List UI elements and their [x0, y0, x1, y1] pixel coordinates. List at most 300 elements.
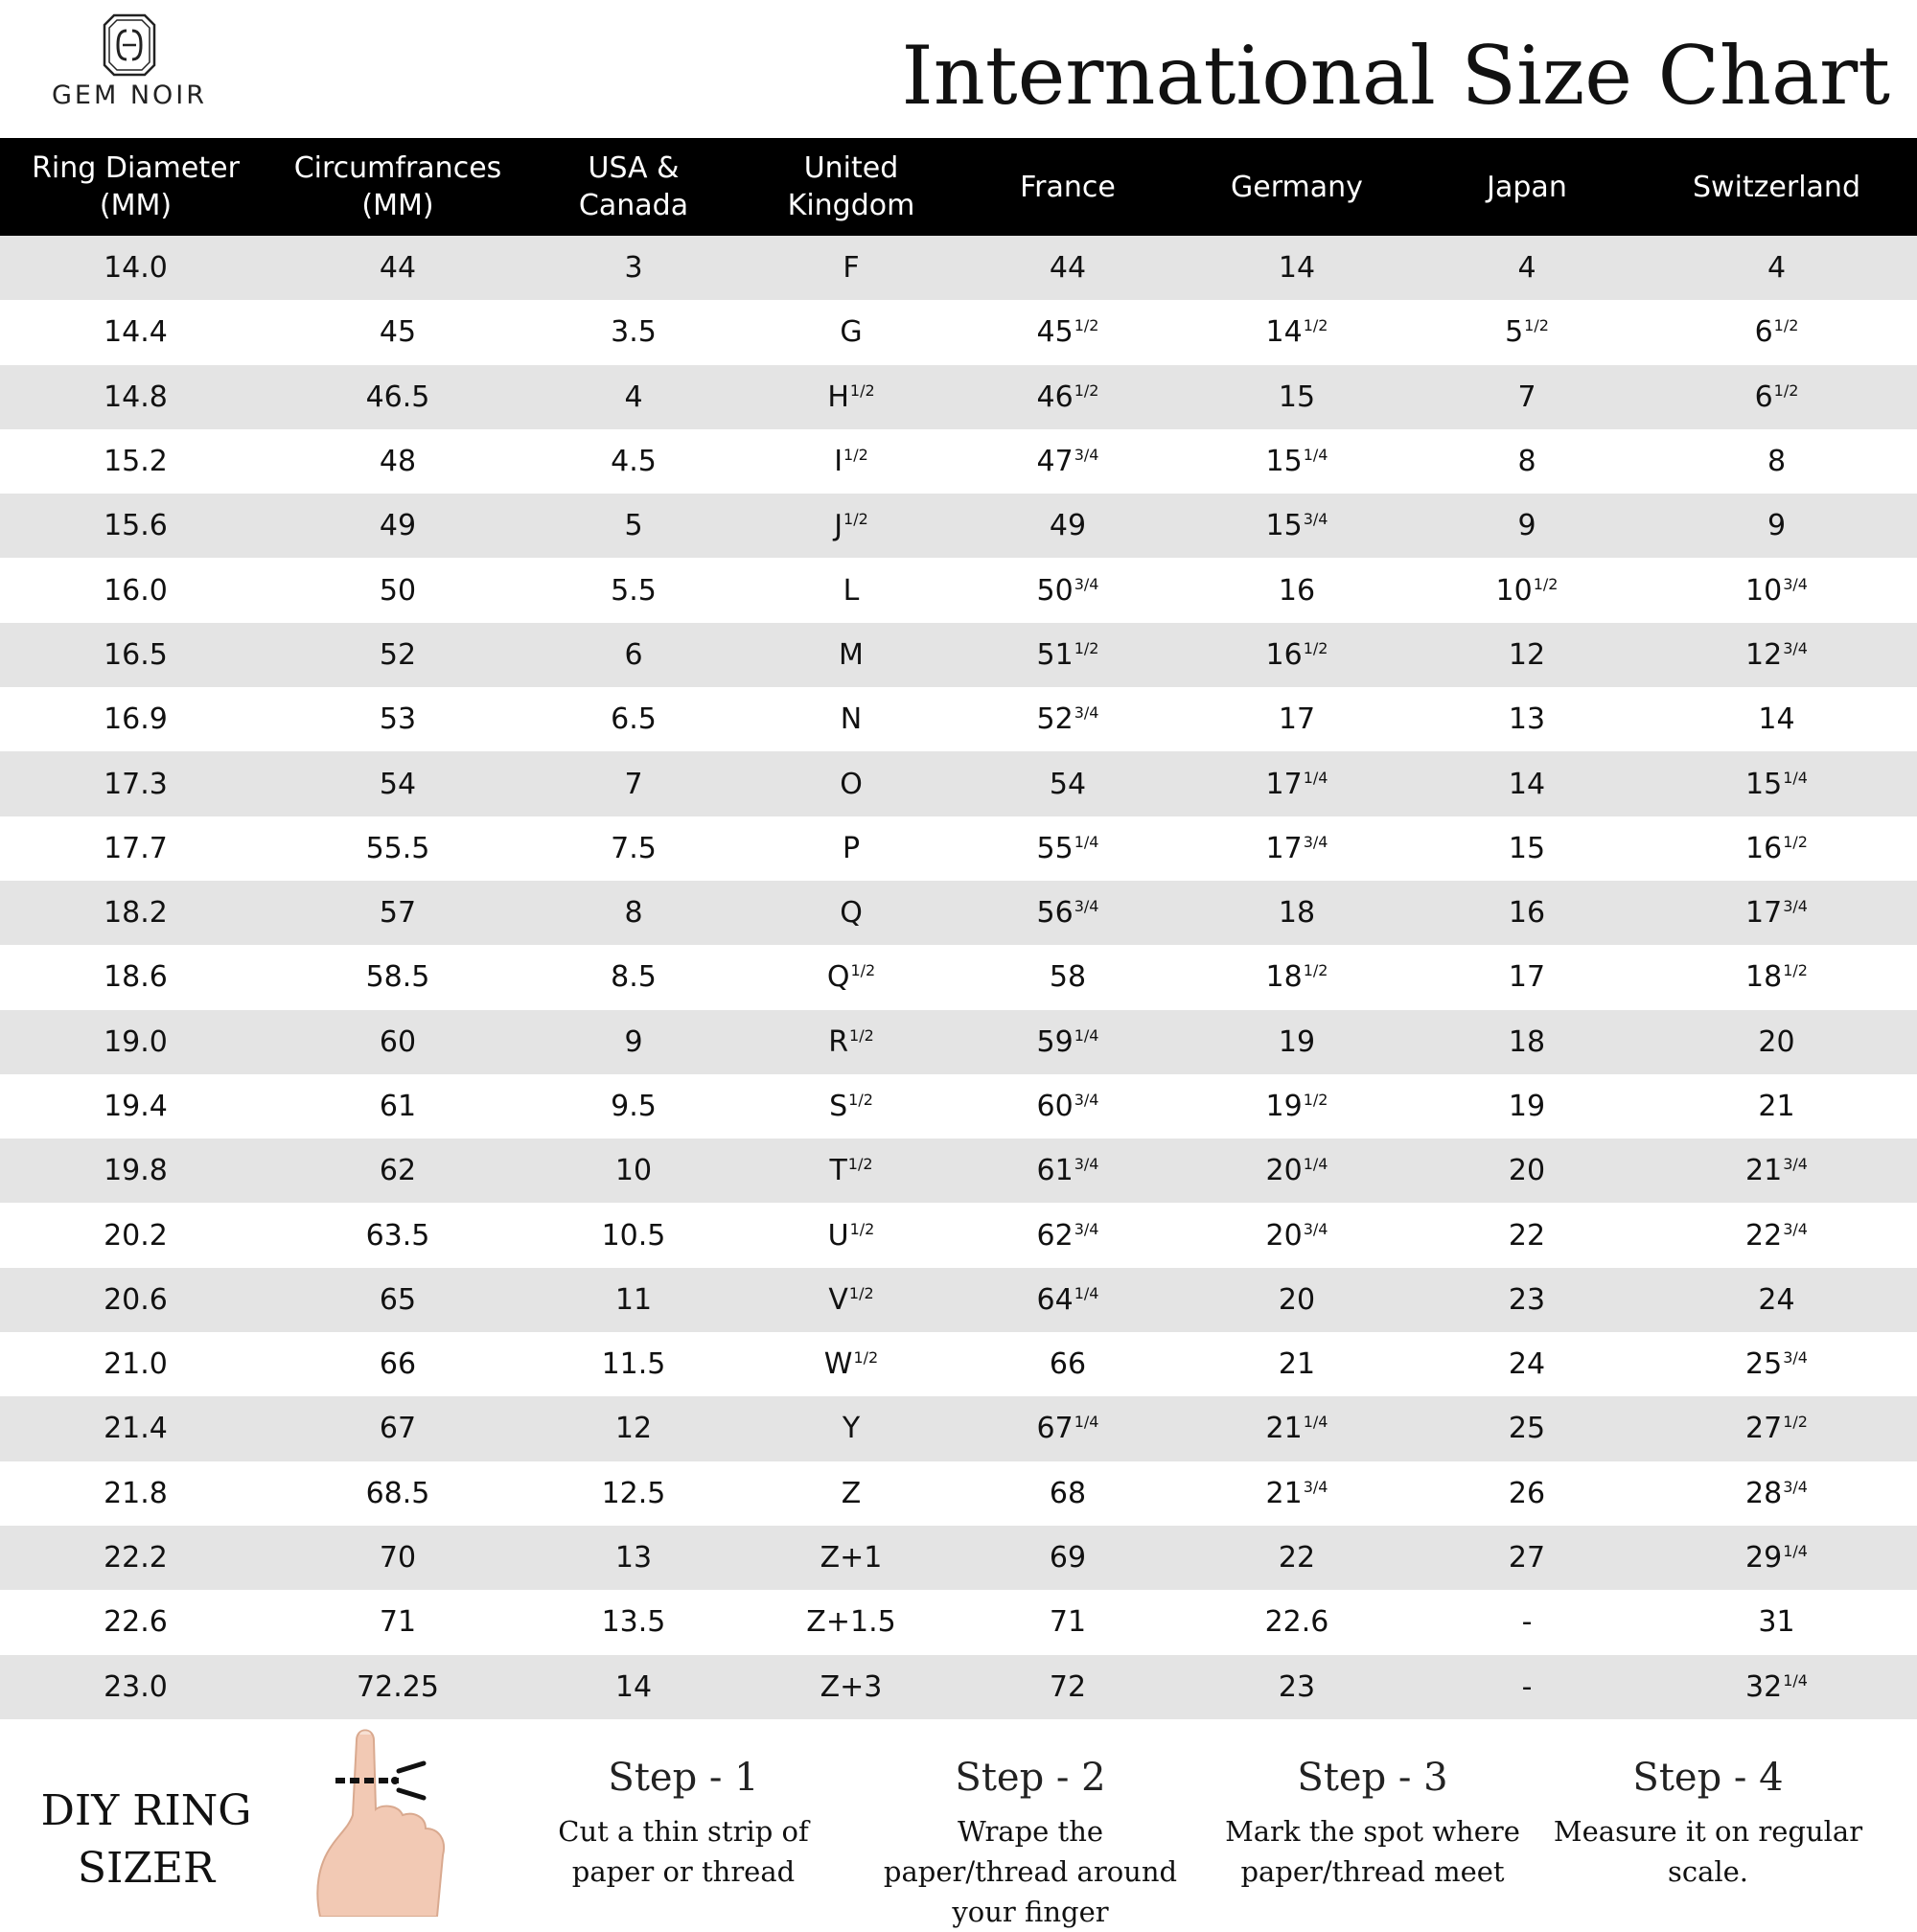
cell-value: 20	[1265, 1154, 1303, 1188]
cell-switzerland	[1636, 768, 1917, 801]
cell-germany	[1176, 832, 1418, 865]
cell-value: 61	[379, 1090, 417, 1123]
table-row	[0, 687, 1917, 751]
table-row	[0, 1526, 1917, 1590]
brand-logo	[48, 13, 211, 125]
cell-value: 10	[1495, 573, 1533, 608]
header-united-kingdom: United Kingdom	[787, 151, 915, 222]
cell-japan	[1418, 1283, 1636, 1317]
cell-value: Q	[826, 960, 850, 995]
cell-switzerland	[1636, 960, 1917, 994]
cell-japan	[1418, 1219, 1636, 1253]
cell-ring-diameter	[0, 509, 271, 542]
cell-value: 27	[1745, 1412, 1783, 1446]
cell-fraction: 1/4	[1783, 768, 1808, 787]
cell-switzerland	[1636, 638, 1917, 672]
cell-japan	[1418, 896, 1636, 930]
cell-value: Z+1.5	[806, 1605, 896, 1640]
cell-france	[959, 1412, 1176, 1445]
cell-germany	[1176, 1605, 1418, 1639]
cell-value: 62	[1036, 1218, 1074, 1253]
cell-circumference	[271, 1219, 524, 1253]
cell-value: 54	[379, 767, 417, 801]
cell-value: 23.0	[104, 1669, 168, 1704]
cell-value: 13.5	[601, 1605, 666, 1640]
cell-value: 9	[1517, 509, 1536, 543]
cell-circumference	[271, 574, 524, 608]
cell-ring-diameter	[0, 445, 271, 478]
cell-value: 10	[614, 1154, 653, 1188]
cell-fraction: 1/4	[1074, 1283, 1099, 1302]
cell-value: 58	[1049, 960, 1087, 995]
cell-value: M	[839, 637, 864, 672]
cell-usa-canada	[524, 1283, 743, 1317]
cell-value: 26	[1508, 1476, 1546, 1510]
cell-value: 15	[1265, 509, 1303, 543]
table-row	[0, 558, 1917, 622]
cell-united-kingdom	[743, 702, 959, 736]
cell-france	[959, 380, 1176, 414]
cell-switzerland	[1636, 1605, 1917, 1639]
cell-value: 6.5	[611, 702, 657, 737]
cell-united-kingdom	[743, 638, 959, 672]
cell-switzerland	[1636, 1025, 1917, 1059]
cell-value: 18	[1508, 1024, 1546, 1059]
cell-value: 16	[1745, 831, 1783, 865]
cell-fraction: 1/2	[1303, 316, 1328, 335]
cell-usa-canada	[524, 574, 743, 608]
cell-usa-canada	[524, 638, 743, 672]
header-japan: Japan	[1487, 170, 1567, 204]
cell-value: 7.5	[611, 831, 657, 865]
cell-value: 23	[1508, 1282, 1546, 1317]
cell-fraction: 1/2	[1524, 316, 1549, 335]
cell-switzerland	[1636, 1090, 1917, 1123]
cell-value: 44	[379, 251, 417, 286]
cell-united-kingdom	[743, 768, 959, 801]
table-row	[0, 1138, 1917, 1203]
cell-ring-diameter	[0, 1025, 271, 1059]
cell-japan	[1418, 1090, 1636, 1123]
cell-value: O	[840, 767, 863, 801]
cell-value: 56	[1036, 896, 1074, 931]
cell-germany	[1176, 1412, 1418, 1445]
cell-japan	[1418, 960, 1636, 994]
cell-fraction: 3/4	[1303, 1477, 1328, 1496]
cell-value: 46	[1036, 380, 1074, 414]
cell-germany	[1176, 574, 1418, 608]
cell-value: -	[1521, 1605, 1533, 1640]
cell-value: 4	[624, 380, 643, 414]
cell-usa-canada	[524, 1605, 743, 1639]
cell-value: 14	[1508, 767, 1546, 801]
step-description: Cut a thin strip of paper or thread	[558, 1815, 809, 1888]
cell-germany	[1176, 1347, 1418, 1381]
cell-value: Y	[842, 1412, 861, 1446]
cell-value: 50	[379, 573, 417, 608]
cell-japan	[1418, 1541, 1636, 1575]
cell-value: 47	[1036, 445, 1074, 479]
cell-france	[959, 768, 1176, 801]
cell-fraction: 3/4	[1303, 1219, 1328, 1238]
cell-value: 24	[1758, 1282, 1795, 1317]
cell-united-kingdom	[743, 315, 959, 349]
cell-value: 14.0	[104, 251, 168, 286]
cell-switzerland	[1636, 1219, 1917, 1253]
cell-fraction: 3/4	[1783, 638, 1808, 657]
cell-france	[959, 1283, 1176, 1317]
cell-germany	[1176, 315, 1418, 349]
cell-ring-diameter	[0, 896, 271, 930]
cell-value: 11	[614, 1282, 653, 1317]
cell-fraction: 1/4	[1303, 446, 1328, 465]
cell-value: V	[828, 1282, 848, 1317]
cell-fraction: 1/2	[847, 1155, 873, 1174]
cell-switzerland	[1636, 1283, 1917, 1317]
cell-germany	[1176, 1219, 1418, 1253]
cell-germany	[1176, 1154, 1418, 1187]
cell-value: 18.2	[104, 896, 168, 931]
cell-value: 13	[614, 1541, 653, 1576]
cell-circumference	[271, 1670, 524, 1704]
cell-value: 21.0	[104, 1347, 168, 1382]
cell-value: 21.4	[104, 1412, 168, 1446]
cell-united-kingdom	[743, 1025, 959, 1059]
table-row	[0, 816, 1917, 881]
cell-france	[959, 1347, 1176, 1381]
cell-france	[959, 251, 1176, 285]
cell-value: 54	[1049, 767, 1087, 801]
cell-circumference	[271, 960, 524, 994]
cell-france	[959, 574, 1176, 608]
cell-germany	[1176, 251, 1418, 285]
table-row	[0, 1074, 1917, 1138]
cell-japan	[1418, 380, 1636, 414]
cell-value: 67	[1036, 1412, 1074, 1446]
cell-circumference	[271, 1283, 524, 1317]
cell-united-kingdom	[743, 1347, 959, 1381]
cell-fraction: 1/2	[1303, 1091, 1328, 1109]
cell-value: 63.5	[365, 1218, 430, 1253]
cell-fraction: 1/4	[1303, 1155, 1328, 1174]
cell-ring-diameter	[0, 702, 271, 736]
cell-circumference	[271, 509, 524, 542]
cell-value: 12	[1745, 637, 1783, 672]
cell-value: 20	[1508, 1154, 1546, 1188]
cell-united-kingdom	[743, 1154, 959, 1187]
cell-japan	[1418, 702, 1636, 736]
cell-germany	[1176, 445, 1418, 478]
cell-value: 15	[1745, 767, 1783, 801]
cell-ring-diameter	[0, 960, 271, 994]
cell-france	[959, 1541, 1176, 1575]
cell-fraction: 1/2	[849, 380, 875, 400]
step-title: Step - 1	[608, 1756, 759, 1800]
cell-value: P	[842, 831, 861, 865]
cell-fraction: 1/2	[1303, 961, 1328, 980]
finger-with-scissors-icon	[307, 1721, 470, 1917]
cell-fraction: 1/4	[1074, 1413, 1099, 1432]
cell-circumference	[271, 1412, 524, 1445]
cell-united-kingdom	[743, 896, 959, 930]
step-2	[867, 1756, 1193, 1932]
cell-ring-diameter	[0, 1154, 271, 1187]
cell-germany	[1176, 960, 1418, 994]
cell-fraction: 3/4	[1074, 1091, 1099, 1109]
cell-fraction: 3/4	[1783, 1348, 1808, 1368]
cell-value: 25	[1508, 1412, 1546, 1446]
cell-usa-canada	[524, 832, 743, 865]
cell-value: 50	[1036, 573, 1074, 608]
cell-value: R	[828, 1024, 849, 1059]
cell-value: 22	[1745, 1218, 1783, 1253]
cell-value: 27	[1508, 1541, 1546, 1576]
cell-value: 9.5	[611, 1090, 657, 1123]
cell-value: 16	[1278, 573, 1316, 608]
cell-value: 14	[614, 1669, 653, 1704]
cell-fraction: 3/4	[1074, 897, 1099, 916]
cell-japan	[1418, 509, 1636, 542]
cell-value: 12.5	[601, 1476, 666, 1510]
cell-value: 60	[379, 1024, 417, 1059]
cell-value: 9	[624, 1024, 643, 1059]
cell-usa-canada	[524, 1670, 743, 1704]
cell-value: 5.5	[611, 573, 657, 608]
cell-value: 16.5	[104, 637, 168, 672]
cell-ring-diameter	[0, 1412, 271, 1445]
cell-value: 29	[1745, 1541, 1783, 1576]
cell-value: 17	[1265, 767, 1303, 801]
cell-value: 62	[379, 1154, 417, 1188]
cell-circumference	[271, 832, 524, 865]
cell-fraction: 1/2	[1533, 574, 1559, 593]
cell-usa-canada	[524, 251, 743, 285]
cell-value: 52	[379, 637, 417, 672]
table-row	[0, 623, 1917, 687]
cell-switzerland	[1636, 509, 1917, 542]
cell-value: 70	[379, 1541, 417, 1576]
cell-value: 72.25	[357, 1669, 439, 1704]
cell-fraction: 1/4	[1074, 832, 1099, 851]
size-chart-table	[0, 138, 1917, 1719]
cell-usa-canada	[524, 1090, 743, 1123]
cell-value: U	[827, 1218, 849, 1253]
cell-value: 15	[1265, 445, 1303, 479]
cell-united-kingdom	[743, 1412, 959, 1445]
cell-usa-canada	[524, 1154, 743, 1187]
cell-value: N	[840, 702, 863, 737]
cell-fraction: 3/4	[1783, 1219, 1808, 1238]
cell-fraction: 3/4	[1783, 897, 1808, 916]
cell-value: 60	[1036, 1090, 1074, 1123]
cell-united-kingdom	[743, 251, 959, 285]
cell-ring-diameter	[0, 1541, 271, 1575]
cell-united-kingdom	[743, 1283, 959, 1317]
cell-value: 17.7	[104, 831, 168, 865]
table-row	[0, 494, 1917, 558]
cell-japan	[1418, 1670, 1636, 1704]
cell-fraction: 1/2	[1783, 832, 1808, 851]
cell-fraction: 1/2	[1783, 961, 1808, 980]
cell-ring-diameter	[0, 1090, 271, 1123]
cell-japan	[1418, 1347, 1636, 1381]
cell-united-kingdom	[743, 1605, 959, 1639]
cell-value: 22	[1508, 1218, 1546, 1253]
cell-united-kingdom	[743, 509, 959, 542]
cell-switzerland	[1636, 445, 1917, 478]
step-1	[520, 1756, 846, 1892]
cell-fraction: 3/4	[1783, 1155, 1808, 1174]
header-ring-diameter: Ring Diameter (MM)	[32, 151, 240, 222]
cell-fraction: 1/2	[1074, 316, 1099, 335]
cell-circumference	[271, 768, 524, 801]
cell-value: 14	[1758, 702, 1795, 737]
cell-value: 19	[1278, 1024, 1316, 1059]
cell-value: 13	[1508, 702, 1546, 737]
cell-germany	[1176, 1025, 1418, 1059]
cell-value: 16.0	[104, 573, 168, 608]
step-title: Step - 3	[1297, 1756, 1448, 1800]
cell-switzerland	[1636, 251, 1917, 285]
cell-circumference	[271, 1541, 524, 1575]
cell-fraction: 1/2	[1773, 316, 1799, 335]
cell-value: 20.6	[104, 1282, 168, 1317]
cell-value: 10	[1745, 573, 1783, 608]
cell-value: 22.6	[104, 1605, 168, 1640]
cell-switzerland	[1636, 1670, 1917, 1704]
cell-germany	[1176, 1090, 1418, 1123]
cell-fraction: 1/2	[1773, 380, 1799, 400]
cell-value: 25	[1745, 1347, 1783, 1382]
cell-value: 21	[1758, 1090, 1795, 1123]
cell-value: 16.9	[104, 702, 168, 737]
table-header	[0, 138, 1917, 236]
cell-ring-diameter	[0, 1283, 271, 1317]
cell-ring-diameter	[0, 380, 271, 414]
cell-value: 21	[1265, 1412, 1303, 1446]
cell-value: 49	[1049, 509, 1087, 543]
cell-value: L	[843, 573, 860, 608]
cell-france	[959, 1605, 1176, 1639]
cell-circumference	[271, 380, 524, 414]
cell-value: 10.5	[601, 1218, 666, 1253]
cell-fraction: 3/4	[1303, 510, 1328, 529]
cell-value: F	[843, 251, 860, 286]
cell-ring-diameter	[0, 768, 271, 801]
cell-value: 68.5	[365, 1476, 430, 1510]
cell-value: 52	[1036, 702, 1074, 737]
cell-united-kingdom	[743, 960, 959, 994]
cell-value: 18.6	[104, 960, 168, 995]
cell-fraction: 3/4	[1303, 832, 1328, 851]
cell-value: 46.5	[365, 380, 430, 414]
cell-value: 71	[1049, 1605, 1087, 1640]
cell-value: J	[834, 509, 843, 543]
cell-switzerland	[1636, 896, 1917, 930]
cell-value: 21	[1745, 1154, 1783, 1188]
cell-united-kingdom	[743, 445, 959, 478]
cell-value: 21	[1278, 1347, 1316, 1382]
table-row	[0, 1655, 1917, 1719]
cell-united-kingdom	[743, 1219, 959, 1253]
cell-france	[959, 1154, 1176, 1187]
cell-value: I	[834, 445, 843, 479]
cell-france	[959, 960, 1176, 994]
cell-united-kingdom	[743, 574, 959, 608]
cell-japan	[1418, 1605, 1636, 1639]
cell-value: 45	[379, 315, 417, 350]
cell-value: 8	[624, 896, 643, 931]
cell-germany	[1176, 896, 1418, 930]
cell-value: 68	[1049, 1476, 1087, 1510]
header-germany: Germany	[1231, 170, 1363, 204]
cell-germany	[1176, 509, 1418, 542]
cell-fraction: 1/2	[848, 1091, 873, 1109]
cell-fraction: 1/4	[1303, 1413, 1328, 1432]
cell-ring-diameter	[0, 1477, 271, 1510]
cell-circumference	[271, 1347, 524, 1381]
cell-value: S	[829, 1090, 848, 1123]
cell-japan	[1418, 251, 1636, 285]
cell-value: 4	[1767, 251, 1787, 286]
table-row	[0, 881, 1917, 945]
cell-switzerland	[1636, 1541, 1917, 1575]
cell-germany	[1176, 1670, 1418, 1704]
table-row	[0, 1203, 1917, 1267]
cell-value: 21.8	[104, 1476, 168, 1510]
diy-title: DIY RING SIZER	[40, 1786, 252, 1893]
cell-ring-diameter	[0, 1605, 271, 1639]
cell-united-kingdom	[743, 380, 959, 414]
cell-usa-canada	[524, 315, 743, 349]
cell-value: 72	[1049, 1669, 1087, 1704]
cell-switzerland	[1636, 1477, 1917, 1510]
cell-fraction: 3/4	[1074, 574, 1099, 593]
cell-value: Z+3	[820, 1669, 883, 1704]
table-row	[0, 1010, 1917, 1074]
cell-value: 66	[379, 1347, 417, 1382]
cell-united-kingdom	[743, 1090, 959, 1123]
cell-value: 14	[1278, 251, 1316, 286]
cell-value: T	[829, 1154, 847, 1188]
cell-fraction: 3/4	[1074, 703, 1099, 723]
gem-monogram-icon	[103, 13, 156, 77]
cell-united-kingdom	[743, 1477, 959, 1510]
cell-value: 8	[1767, 445, 1787, 479]
cell-circumference	[271, 702, 524, 736]
cell-france	[959, 1670, 1176, 1704]
cell-value: 14	[1265, 315, 1303, 350]
cell-switzerland	[1636, 702, 1917, 736]
cell-germany	[1176, 638, 1418, 672]
cell-value: 12	[1508, 637, 1546, 672]
cell-value: 24	[1508, 1347, 1546, 1382]
cell-fraction: 1/2	[843, 446, 868, 465]
header-circumference: Circumfrances (MM)	[293, 151, 502, 222]
cell-value: 17.3	[104, 767, 168, 801]
table-row	[0, 1268, 1917, 1332]
cell-value: 48	[379, 445, 417, 479]
cell-japan	[1418, 1025, 1636, 1059]
cell-value: 21	[1265, 1476, 1303, 1510]
cell-switzerland	[1636, 574, 1917, 608]
cell-value: 31	[1758, 1605, 1795, 1640]
cell-value: 15	[1508, 831, 1546, 865]
cell-value: 20	[1278, 1282, 1316, 1317]
cell-ring-diameter	[0, 1219, 271, 1253]
cell-value: 23	[1278, 1669, 1316, 1704]
cell-value: 19	[1508, 1090, 1546, 1123]
